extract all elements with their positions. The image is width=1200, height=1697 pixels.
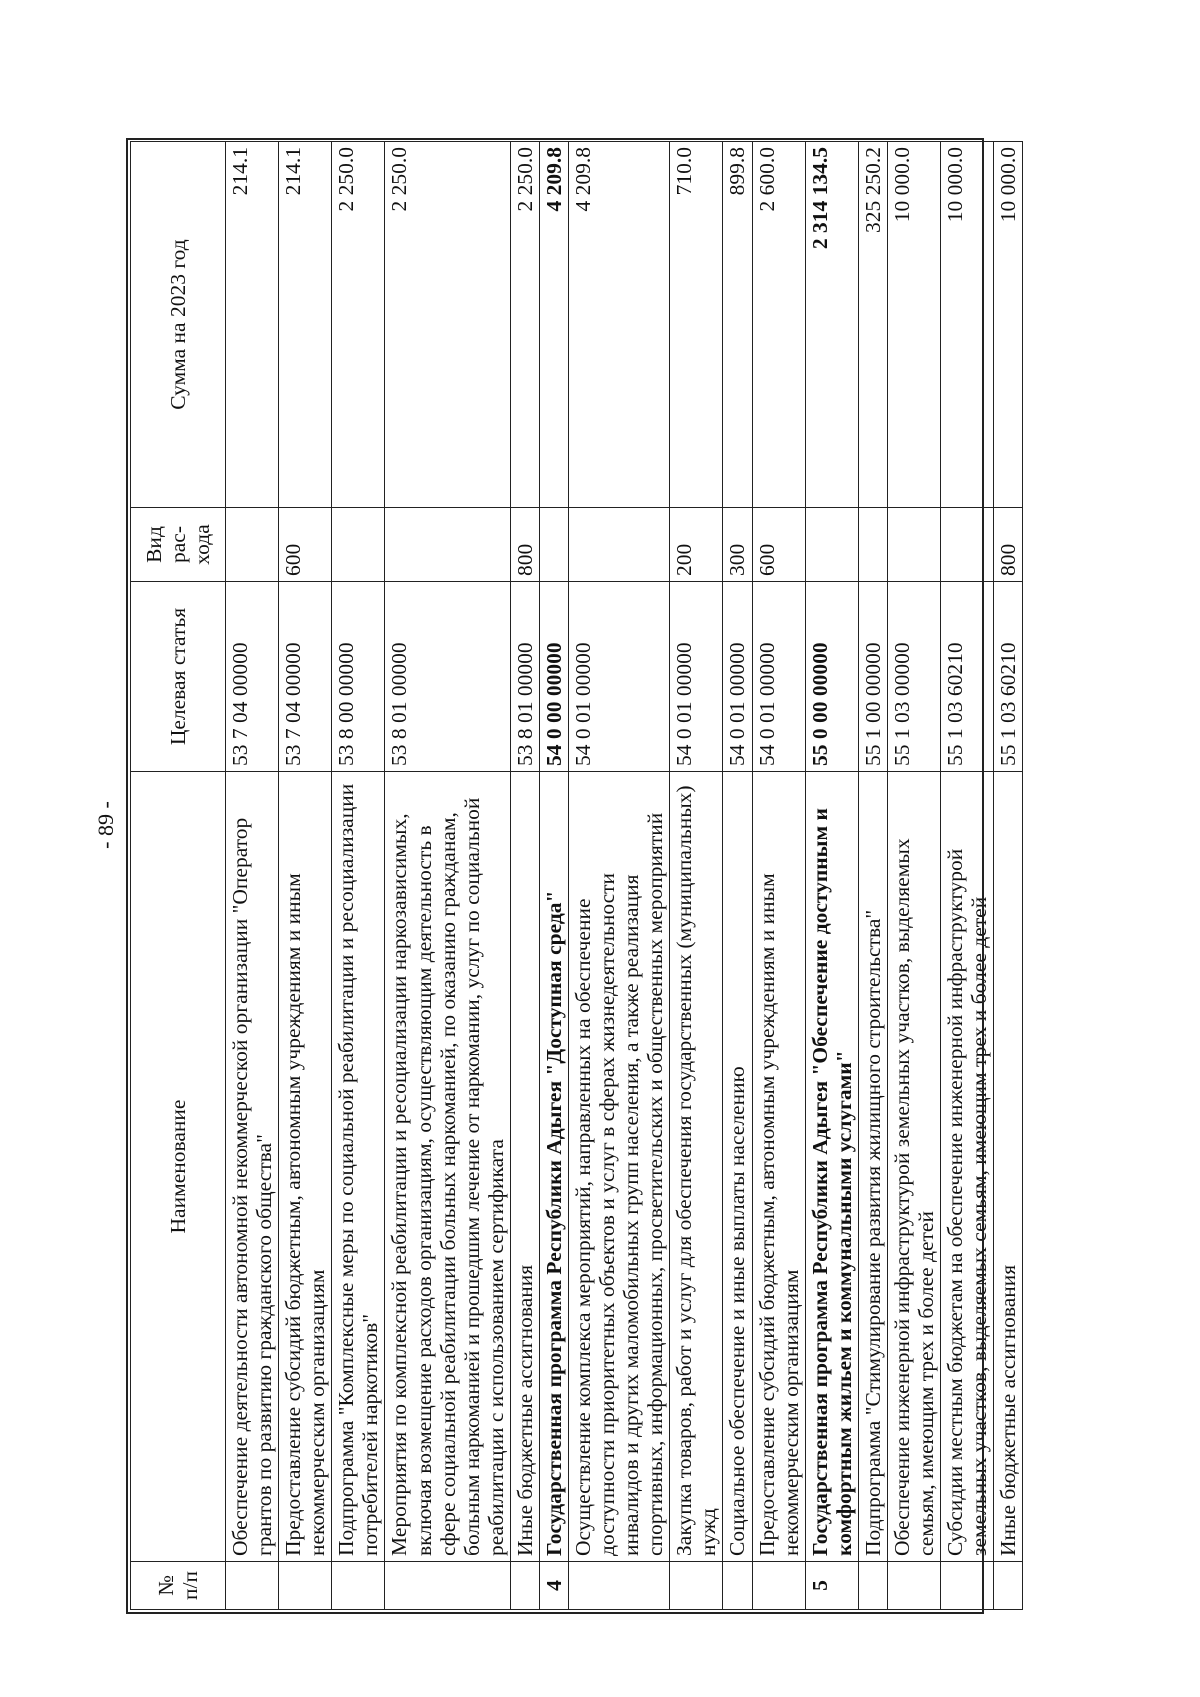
table-row bbox=[805, 142, 858, 1610]
table-row bbox=[226, 142, 279, 1610]
row-vid: 300 bbox=[723, 508, 752, 582]
budget-table bbox=[130, 141, 1023, 1610]
header-name: Наименование bbox=[131, 772, 226, 1562]
row-code: 53 8 01 00000 bbox=[510, 582, 539, 772]
row-name: Подпрограмма "Комплексные меры по социальной реабилитации и ресоциализации потребителей наркотиков" bbox=[332, 772, 385, 1562]
row-sum: 10 000.0 bbox=[994, 142, 1023, 508]
table-row bbox=[858, 142, 887, 1610]
row-code: 55 1 00 00000 bbox=[858, 582, 887, 772]
header-vid: Вид рас- хода bbox=[131, 508, 226, 582]
row-code: 53 7 04 00000 bbox=[226, 582, 279, 772]
table-row bbox=[539, 142, 568, 1610]
page-number: - 89 - bbox=[92, 801, 118, 849]
table-row bbox=[887, 142, 940, 1610]
row-code: 55 1 03 00000 bbox=[887, 582, 940, 772]
row-name: Предоставление субсидий бюджетным, автономным учреждениям и иным некоммерческим организациям bbox=[752, 772, 805, 1562]
row-sum: 214.1 bbox=[226, 142, 279, 508]
row-sum: 10 000.0 bbox=[941, 142, 994, 508]
row-code: 55 0 00 00000 bbox=[805, 582, 858, 772]
table-row bbox=[510, 142, 539, 1610]
row-num bbox=[279, 1562, 332, 1610]
row-name: Мероприятия по комплексной реабилитации и ресоциализации наркозависимых, включая возмещение расходов организациям, осуществляющим деятельность в сфере социальной реабилитации больных наркоманией, по оказанию гражданам, больным наркоманией и прошедшим лечение от наркомании, услуг по социальной реабилитации с использованием сертификата bbox=[385, 772, 510, 1562]
row-num bbox=[226, 1562, 279, 1610]
row-sum: 214.1 bbox=[279, 142, 332, 508]
header-code: Целевая статья bbox=[131, 582, 226, 772]
row-code: 54 0 01 00000 bbox=[723, 582, 752, 772]
row-vid bbox=[887, 508, 940, 582]
row-num bbox=[858, 1562, 887, 1610]
header-sum: Сумма на 2023 год bbox=[131, 142, 226, 508]
row-sum: 4 209.8 bbox=[569, 142, 670, 508]
row-num bbox=[994, 1562, 1023, 1610]
row-sum: 2 600.0 bbox=[752, 142, 805, 508]
row-num bbox=[510, 1562, 539, 1610]
row-name: Иные бюджетные ассигнования bbox=[510, 772, 539, 1562]
row-num bbox=[670, 1562, 723, 1610]
row-sum: 2 250.0 bbox=[385, 142, 510, 508]
table-row bbox=[752, 142, 805, 1610]
table-row bbox=[723, 142, 752, 1610]
row-num bbox=[723, 1562, 752, 1610]
row-code: 53 8 00 00000 bbox=[332, 582, 385, 772]
table-row bbox=[994, 142, 1023, 1610]
row-name: Подпрограмма "Стимулирование развития жилищного строительства" bbox=[858, 772, 887, 1562]
row-vid: 200 bbox=[670, 508, 723, 582]
table-body bbox=[226, 142, 1023, 1610]
row-sum: 325 250.2 bbox=[858, 142, 887, 508]
row-num: 4 bbox=[539, 1562, 568, 1610]
row-name: Иные бюджетные ассигнования bbox=[994, 772, 1023, 1562]
row-sum: 899.8 bbox=[723, 142, 752, 508]
row-code: 54 0 01 00000 bbox=[670, 582, 723, 772]
table-row bbox=[279, 142, 332, 1610]
row-name: Обеспечение инженерной инфраструктурой земельных участков, выделяемых семьям, имеющим трех и более детей bbox=[887, 772, 940, 1562]
row-name: Государственная программа Республики Адыгея "Обеспечение доступным и комфортным жильем и коммунальными услугами" bbox=[805, 772, 858, 1562]
row-code: 55 1 03 60210 bbox=[941, 582, 994, 772]
row-vid: 600 bbox=[279, 508, 332, 582]
row-vid bbox=[569, 508, 670, 582]
row-num bbox=[941, 1562, 994, 1610]
row-sum: 710.0 bbox=[670, 142, 723, 508]
row-vid bbox=[539, 508, 568, 582]
row-name: Предоставление субсидий бюджетным, автономным учреждениям и иным некоммерческим организациям bbox=[279, 772, 332, 1562]
row-name: Закупка товаров, работ и услуг для обеспечения государственных (муниципальных) нужд bbox=[670, 772, 723, 1562]
table-row bbox=[385, 142, 510, 1610]
table-row bbox=[941, 142, 994, 1610]
row-vid bbox=[941, 508, 994, 582]
row-num bbox=[569, 1562, 670, 1610]
row-num bbox=[385, 1562, 510, 1610]
row-sum: 2 250.0 bbox=[510, 142, 539, 508]
table-header-row bbox=[131, 142, 226, 1610]
row-sum: 10 000.0 bbox=[887, 142, 940, 508]
table-row bbox=[670, 142, 723, 1610]
row-code: 54 0 00 00000 bbox=[539, 582, 568, 772]
row-sum: 2 314 134.5 bbox=[805, 142, 858, 508]
row-code: 54 0 01 00000 bbox=[752, 582, 805, 772]
row-vid: 600 bbox=[752, 508, 805, 582]
row-num: 5 bbox=[805, 1562, 858, 1610]
row-code: 53 7 04 00000 bbox=[279, 582, 332, 772]
table-row bbox=[332, 142, 385, 1610]
table-row bbox=[569, 142, 670, 1610]
row-vid bbox=[858, 508, 887, 582]
row-num bbox=[332, 1562, 385, 1610]
row-code: 53 8 01 00000 bbox=[385, 582, 510, 772]
row-vid: 800 bbox=[510, 508, 539, 582]
row-name: Обеспечение деятельности автономной некоммерческой организации "Оператор грантов по развитию гражданского общества" bbox=[226, 772, 279, 1562]
rotated-page bbox=[130, 142, 1021, 1610]
row-vid bbox=[805, 508, 858, 582]
row-sum: 2 250.0 bbox=[332, 142, 385, 508]
row-name: Субсидии местным бюджетам на обеспечение инженерной инфраструктурой земельных участков, выделяемых семьям, имеющим трех и более детей bbox=[941, 772, 994, 1562]
row-vid bbox=[332, 508, 385, 582]
row-sum: 4 209.8 bbox=[539, 142, 568, 508]
row-code: 54 0 01 00000 bbox=[569, 582, 670, 772]
row-name: Государственная программа Республики Адыгея "Доступная среда" bbox=[539, 772, 568, 1562]
row-name: Социальное обеспечение и иные выплаты населению bbox=[723, 772, 752, 1562]
header-num: № п/п bbox=[131, 1562, 226, 1610]
row-vid bbox=[226, 508, 279, 582]
row-code: 55 1 03 60210 bbox=[994, 582, 1023, 772]
row-name: Осуществление комплекса мероприятий, направленных на обеспечение доступности приоритетных объектов и услуг в сферах жизнедеятельности инвалидов и других маломобильных групп населения, а также реализация спортивных, информационных, просветительских и общественных мероприятий bbox=[569, 772, 670, 1562]
row-num bbox=[752, 1562, 805, 1610]
row-vid bbox=[385, 508, 510, 582]
row-num bbox=[887, 1562, 940, 1610]
row-vid: 800 bbox=[994, 508, 1023, 582]
